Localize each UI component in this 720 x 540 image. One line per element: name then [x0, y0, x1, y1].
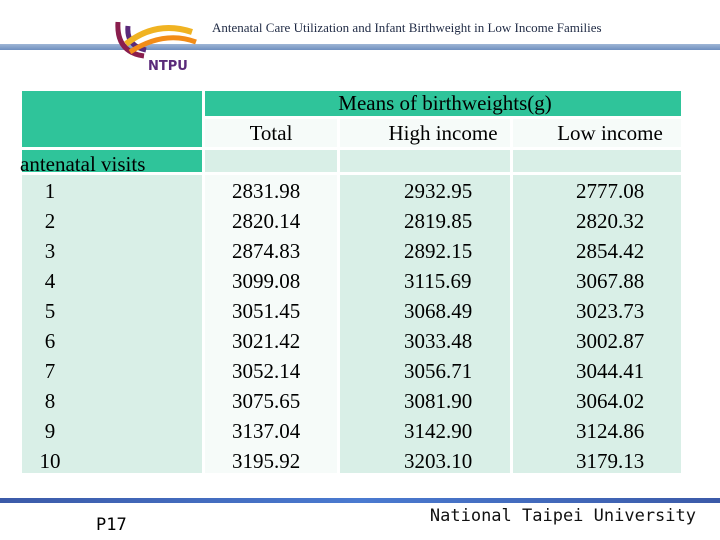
- table-cell: 3203.10: [404, 449, 473, 473]
- row-label: 1: [44, 179, 56, 203]
- table-cell: 3064.02: [576, 389, 645, 413]
- slide-number: P17: [96, 515, 127, 535]
- table-cell: 3195.92: [232, 449, 301, 473]
- table-cell: 3051.45: [232, 299, 301, 323]
- row-label: 5: [44, 299, 56, 323]
- table-cell: 3075.65: [232, 389, 301, 413]
- table-cell: 3033.48: [404, 329, 473, 353]
- row-label: 2: [44, 209, 56, 233]
- table-cell: 3137.04: [232, 419, 301, 443]
- table-cell: 3179.13: [576, 449, 645, 473]
- ntpu-logo: [96, 12, 216, 78]
- row-label: 3: [44, 239, 56, 263]
- table-cell: 3067.88: [576, 269, 645, 293]
- column-header-high-income: High income: [388, 121, 498, 145]
- row-label: 10: [39, 449, 61, 473]
- table-cell: 3021.42: [232, 329, 301, 353]
- table-cell: 3142.90: [404, 419, 473, 443]
- table-cell: 3056.71: [404, 359, 473, 383]
- table-cell: 3068.49: [404, 299, 473, 323]
- table-cell: 3115.69: [404, 269, 472, 293]
- university-name: National Taipei University: [429, 506, 696, 526]
- table-cell: 2820.32: [576, 209, 645, 233]
- svg-text:NTPU: NTPU: [148, 59, 188, 74]
- table-cell: 3002.87: [576, 329, 645, 353]
- row-label: 8: [44, 389, 56, 413]
- table-cell: 3044.41: [576, 359, 645, 383]
- table-cell: 2892.15: [404, 239, 473, 263]
- row-header: antenatal visits: [20, 152, 146, 176]
- table-cell: 3052.14: [232, 359, 301, 383]
- table-cell: 2831.98: [232, 179, 301, 203]
- table-cell: 2820.14: [232, 209, 301, 233]
- table-cell: 3124.86: [576, 419, 645, 443]
- group-header: Means of birthweights(g): [338, 91, 552, 115]
- slide-header-title: Antenatal Care Utilization and Infant Birthweight in Low Income Families: [212, 20, 602, 35]
- row-label: 7: [44, 359, 56, 383]
- table-cell: 2819.85: [404, 209, 473, 233]
- table-cell: 2777.08: [576, 179, 645, 203]
- table-cell: 3081.90: [404, 389, 473, 413]
- row-label: 6: [44, 329, 56, 353]
- table-cell: 2874.83: [232, 239, 301, 263]
- table-cell: 3023.73: [576, 299, 645, 323]
- footer-bar: [0, 498, 720, 503]
- column-header-low-income: Low income: [557, 121, 663, 145]
- column-header-total: Total: [249, 121, 293, 145]
- row-label: 4: [44, 269, 56, 293]
- table-cell: 3099.08: [232, 269, 301, 293]
- table-cell: 2854.42: [576, 239, 645, 263]
- row-label: 9: [44, 419, 56, 443]
- table-cell: 2932.95: [404, 179, 473, 203]
